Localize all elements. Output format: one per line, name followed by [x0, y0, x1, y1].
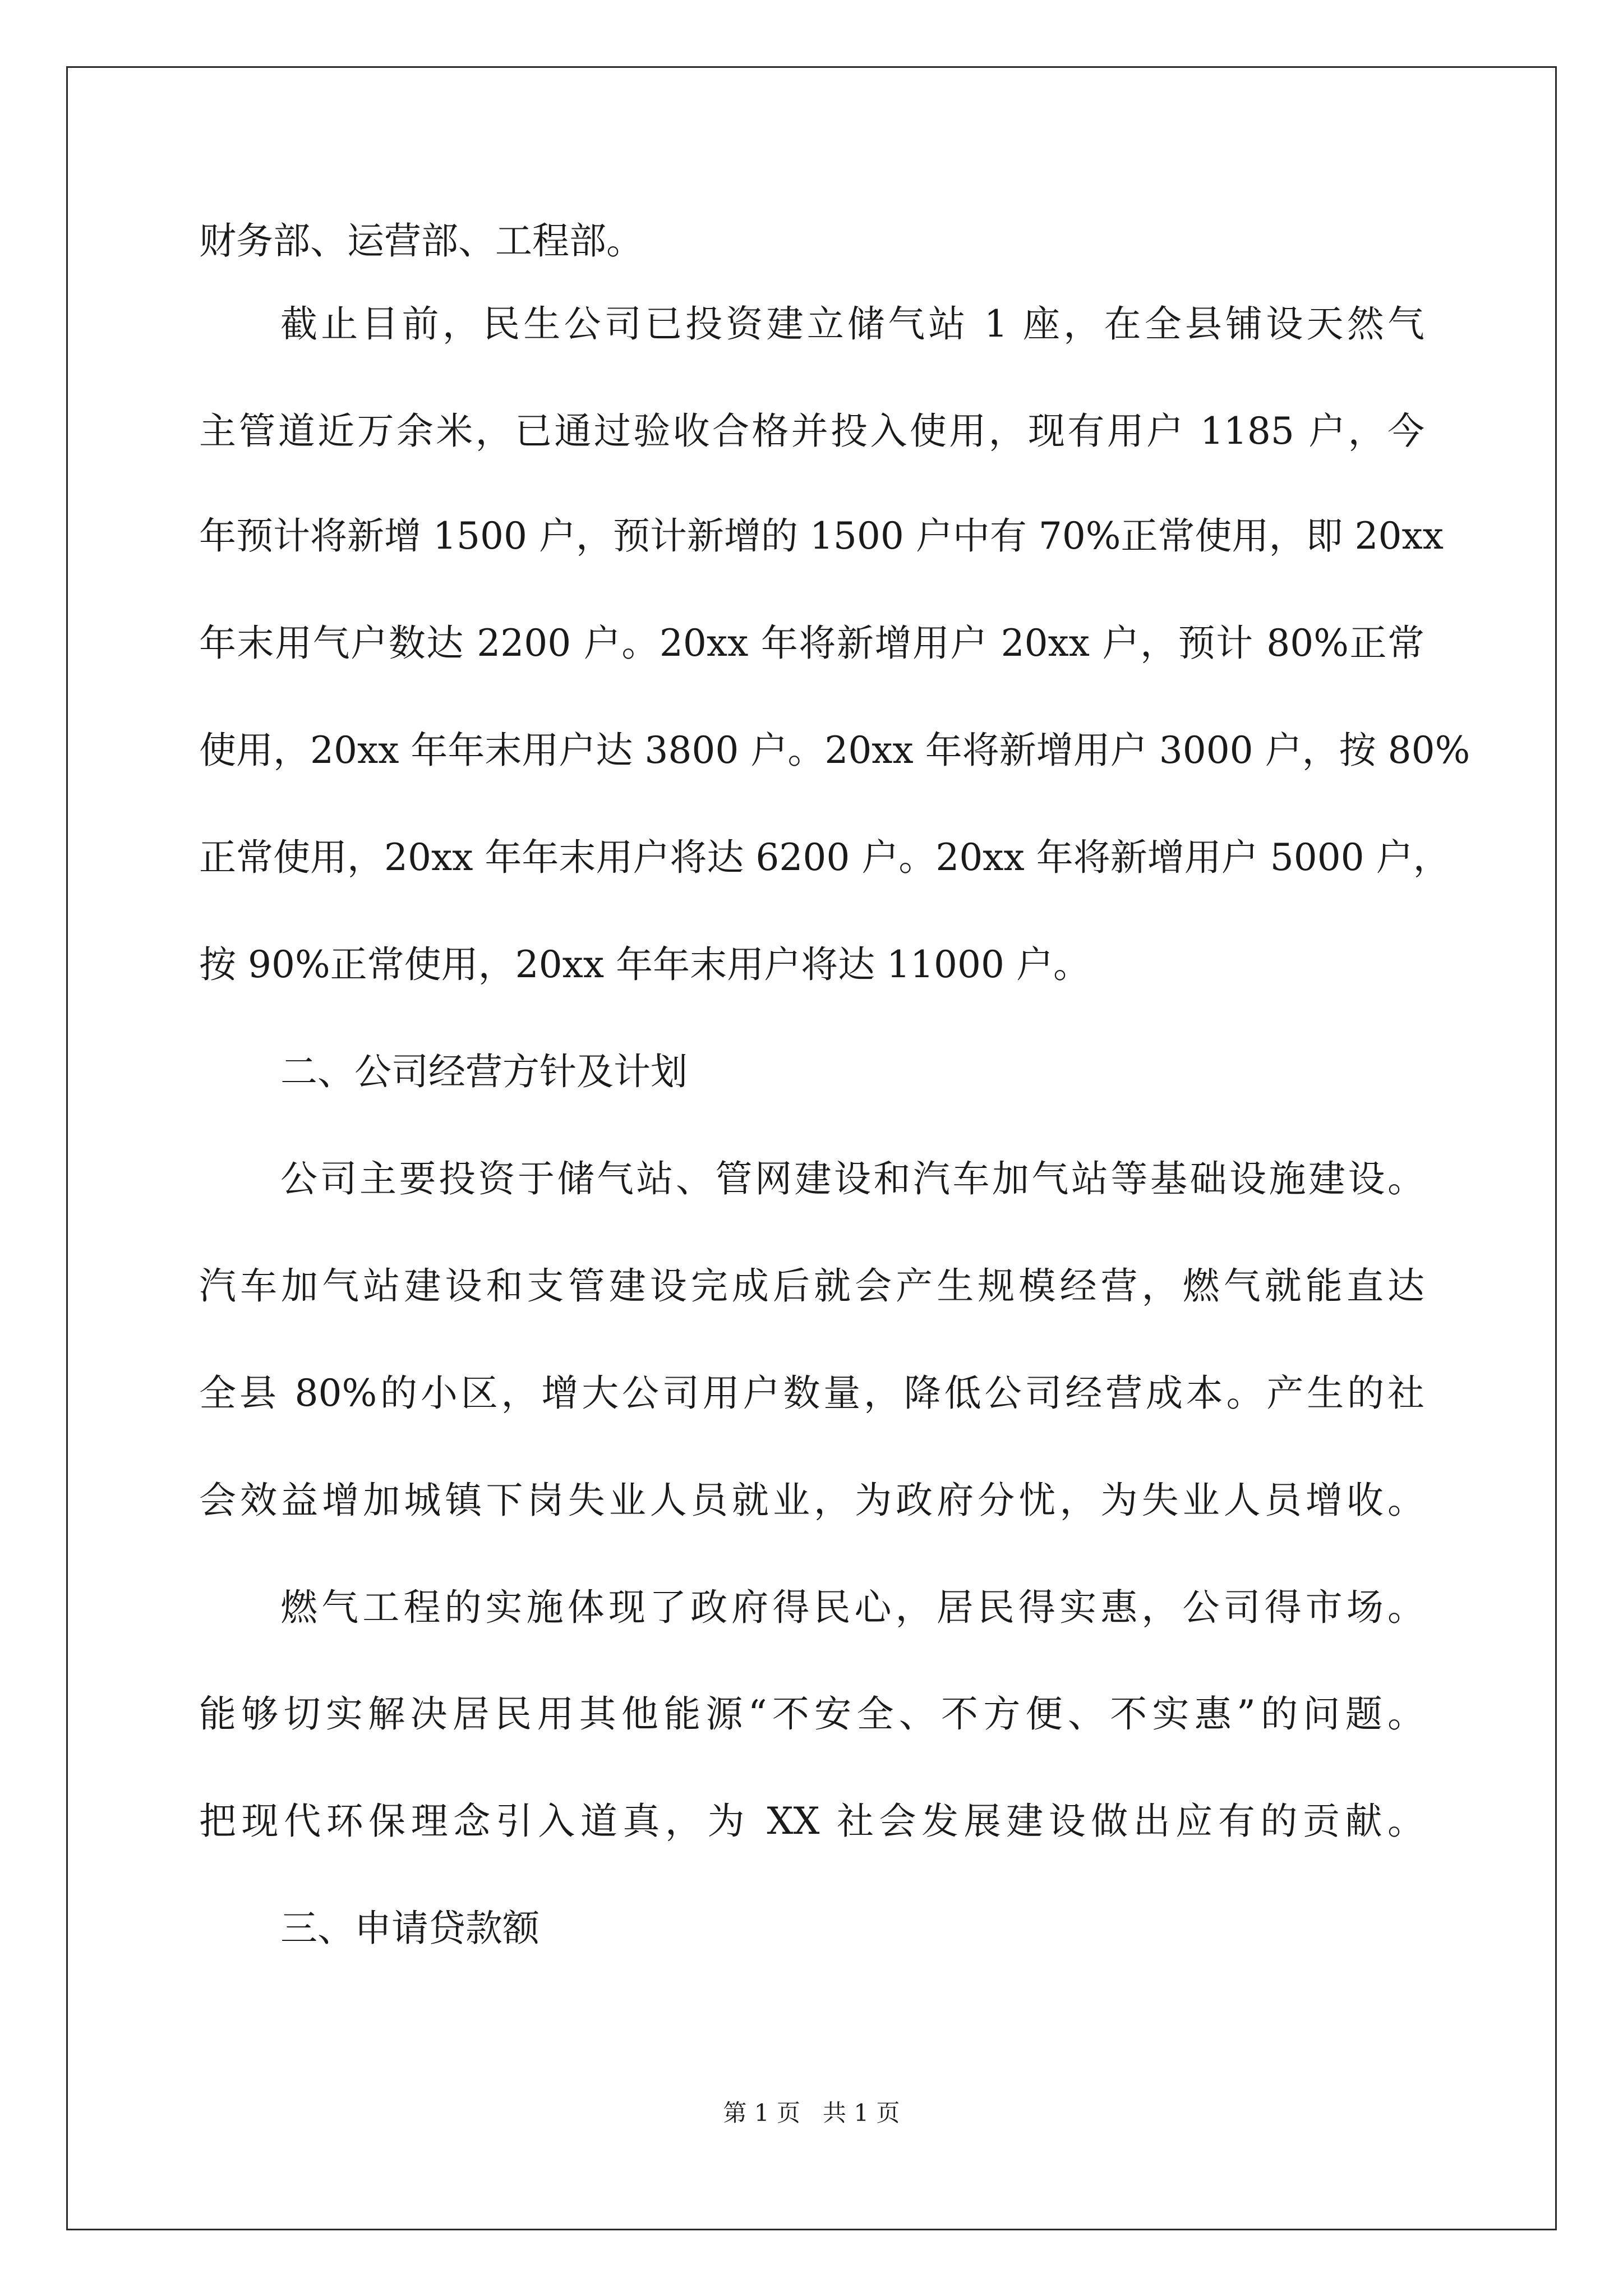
- paragraph-line: 会效益增加城镇下岗失业人员就业，为政府分忧，为失业人员增收。: [199, 1479, 1424, 1522]
- paragraph-line: 主管道近万余米，已通过验收合格并投入使用，现有用户 1185 户，今: [199, 409, 1424, 453]
- paragraph-line: 年末用气户数达 2200 户。20xx 年将新增用户 20xx 户，预计 80%正常: [199, 622, 1424, 665]
- paragraph-line: 全县 80%的小区，增大公司用户数量，降低公司经营成本。产生的社: [199, 1372, 1424, 1415]
- paragraph-line: 使用，20xx 年年末用户达 3800 户。20xx 年将新增用户 3000 户，按 80%: [199, 729, 1470, 772]
- paragraph-line: 能够切实解决居民用其他能源“不安全、不方便、不实惠”的问题。: [199, 1692, 1424, 1736]
- paragraph-line: 汽车加气站建设和支管建设完成后就会产生规模经营，燃气就能直达: [199, 1264, 1424, 1308]
- paragraph-line: 按 90%正常使用，20xx 年年末用户将达 11000 户。: [199, 943, 1090, 986]
- section-heading: 二、公司经营方针及计划: [280, 1050, 688, 1093]
- page-footer: 第 1 页 共 1 页: [723, 2099, 900, 2127]
- paragraph-line: 年预计将新增 1500 户，预计新增的 1500 户中有 70%正常使用，即 20xx: [199, 514, 1444, 558]
- paragraph-line: 公司主要投资于储气站、管网建设和汽车加气站等基础设施建设。: [280, 1157, 1424, 1200]
- section-heading: 三、申请贷款额: [280, 1907, 540, 1950]
- paragraph-line: 燃气工程的实施体现了政府得民心，居民得实惠，公司得市场。: [280, 1586, 1424, 1629]
- paragraph-line: 正常使用，20xx 年年末用户将达 6200 户。20xx 年将新增用户 5000 户，: [199, 836, 1450, 879]
- paragraph-line: 截止目前，民生公司已投资建立储气站 1 座，在全县铺设天然气: [280, 302, 1424, 346]
- paragraph-line: 财务部、运营部、工程部。: [199, 219, 643, 263]
- paragraph-line: 把现代环保理念引入道真，为 XX 社会发展建设做出应有的贡献。: [199, 1800, 1424, 1843]
